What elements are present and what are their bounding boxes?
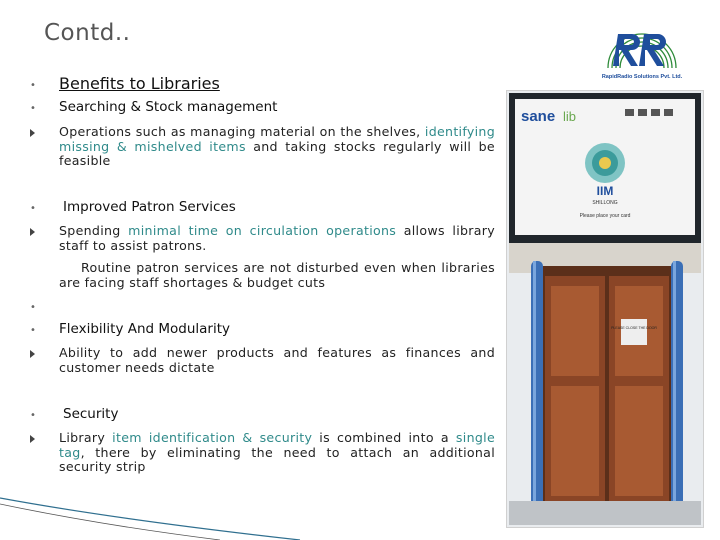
arrow-bullet-icon: [30, 350, 35, 358]
paragraph-patron: [59, 224, 495, 253]
screen-brand-suffix: lib: [563, 109, 577, 124]
highlight-text: item identification & security: [112, 430, 313, 445]
text-fragment: allows library staff to assist patrons.: [59, 223, 496, 253]
screen-institute: IIM: [596, 184, 614, 198]
bullet-dot: •: [30, 203, 36, 214]
bullet-dot: •: [30, 325, 36, 336]
heading-flexibility: Flexibility And Modularity: [59, 321, 231, 337]
paragraph-patron-note: Routine patron services are not disturbed even when libraries are facing staff shortages & budget cuts: [59, 260, 495, 290]
paragraph-security: [59, 431, 495, 475]
screen-prompt: Please place your card: [579, 213, 631, 219]
highlight-text: identifying missing & mishelved items: [59, 124, 495, 154]
rfid-gate-photo: [506, 90, 704, 528]
heading-patron: Improved Patron Services: [63, 199, 236, 215]
paragraph-operations: [59, 125, 495, 169]
arrow-bullet-icon: [30, 129, 35, 137]
text-fragment: Spending: [59, 223, 129, 238]
text-fragment: Library: [59, 430, 113, 445]
company-logo: [590, 18, 694, 84]
slide-title: Contd..: [44, 20, 131, 46]
bullet-dot: •: [30, 103, 36, 114]
text-fragment: is combined into a: [312, 430, 456, 445]
bullet-dot: •: [30, 410, 36, 421]
arrow-bullet-icon: [30, 435, 35, 443]
screen-brand: sane: [521, 108, 556, 125]
decorative-swoosh: [0, 480, 480, 540]
heading-benefits: Benefits to Libraries: [59, 74, 220, 93]
text-fragment: Operations such as managing material on the shelves,: [59, 124, 425, 139]
heading-searching: Searching & Stock management: [59, 99, 278, 115]
highlight-text: minimal time on circulation operations: [128, 223, 397, 238]
bullet-dot: •: [30, 80, 36, 91]
screen-city: SHILLONG: [592, 200, 618, 206]
logo-caption: RapidRadio Solutions Pvt. Ltd.: [601, 74, 683, 80]
iim-emblem-icon: [585, 143, 625, 183]
text-fragment: and taking stocks regularly will be feasible: [59, 138, 495, 168]
highlight-text: single tag: [59, 430, 495, 460]
arrow-bullet-icon: [30, 228, 35, 236]
paragraph-flexibility: Ability to add newer products and features as finances and customer needs dictate: [59, 345, 495, 375]
rfid-gate-illustration: [507, 91, 703, 527]
door-sign: PLEASE CLOSE THE DOOR: [611, 326, 657, 330]
heading-security: Security: [63, 406, 119, 422]
bullet-dot: •: [30, 302, 36, 313]
text-fragment: , there by eliminating the need to attach an additional security strip: [59, 444, 495, 474]
